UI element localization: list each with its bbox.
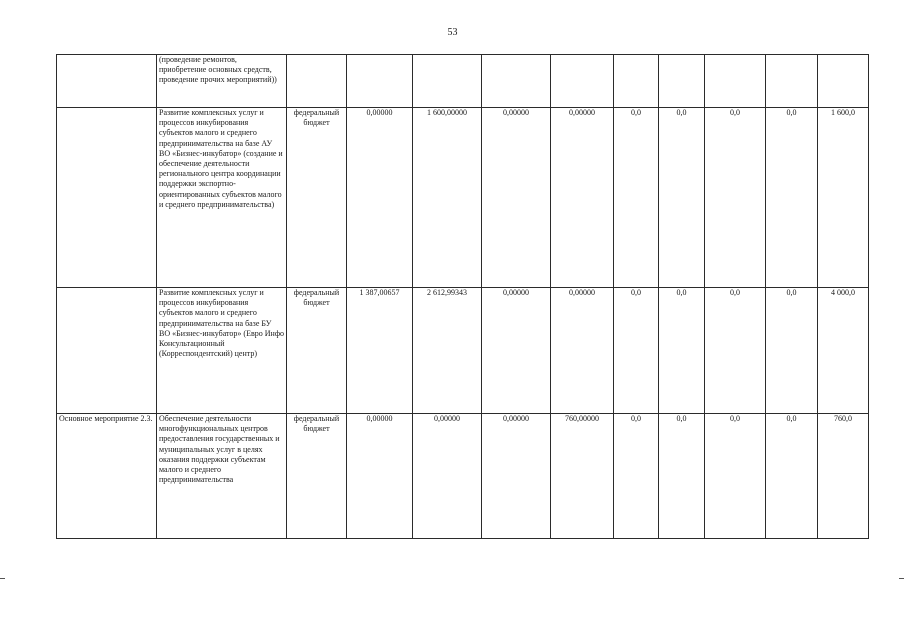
value-cell: 1 600,00000 bbox=[413, 108, 482, 288]
value-cell: 0,00000 bbox=[413, 414, 482, 539]
value-cell: 1 387,00657 bbox=[347, 288, 413, 414]
event-name-cell: Развитие комплексных услуг и процессов инкубирования субъектов малого и среднего предпринимательства на базе АУ ВО «Бизнес-инкубатор» (создание и обеспечение деятельности регионального центра координации поддержки экспортно-ориентированных субъектов малого и среднего предпринимательства) bbox=[157, 108, 287, 288]
value-cell: 0,0 bbox=[659, 108, 705, 288]
total-cell bbox=[818, 55, 869, 108]
value-cell: 0,0 bbox=[614, 288, 659, 414]
value-cell: 2 612,99343 bbox=[413, 288, 482, 414]
value-cell bbox=[413, 55, 482, 108]
funding-source-cell: федеральный бюджет bbox=[287, 108, 347, 288]
event-name-cell: Обеспечение деятельности многофункциональных центров предоставления государственных и муниципальных услуг в целях оказания поддержки субъектам малого и среднего предпринимательства bbox=[157, 414, 287, 539]
value-cell: 0,0 bbox=[614, 414, 659, 539]
value-cell: 0,0 bbox=[766, 288, 818, 414]
event-name-cell: Развитие комплексных услуг и процессов инкубирования субъектов малого и среднего предпринимательства на базе БУ ВО «Бизнес-инкубатор» (Евро Инфо Консультационный (Корреспондентский) центр) bbox=[157, 288, 287, 414]
event-label-cell bbox=[57, 288, 157, 414]
value-cell: 0,00000 bbox=[482, 108, 551, 288]
total-cell: 4 000,0 bbox=[818, 288, 869, 414]
value-cell: 0,00000 bbox=[482, 414, 551, 539]
table-row bbox=[57, 414, 869, 539]
funding-source-cell: федеральный бюджет bbox=[287, 288, 347, 414]
value-cell bbox=[705, 55, 766, 108]
total-cell: 1 600,0 bbox=[818, 108, 869, 288]
value-cell: 0,0 bbox=[614, 108, 659, 288]
total-cell: 760,0 bbox=[818, 414, 869, 539]
value-cell: 0,00000 bbox=[482, 288, 551, 414]
table-row bbox=[57, 55, 869, 108]
value-cell: 0,0 bbox=[766, 414, 818, 539]
scan-edge-mark bbox=[0, 578, 5, 579]
value-cell: 0,0 bbox=[659, 288, 705, 414]
value-cell: 0,0 bbox=[705, 288, 766, 414]
value-cell: 0,00000 bbox=[551, 288, 614, 414]
event-label-cell: Основное мероприятие 2.3. bbox=[57, 414, 157, 539]
value-cell: 0,0 bbox=[705, 108, 766, 288]
page-number: 53 bbox=[447, 27, 458, 38]
value-cell: 0,00000 bbox=[347, 414, 413, 539]
table-row bbox=[57, 108, 869, 288]
value-cell bbox=[614, 55, 659, 108]
funding-source-cell bbox=[287, 55, 347, 108]
value-cell: 760,00000 bbox=[551, 414, 614, 539]
value-cell: 0,0 bbox=[659, 414, 705, 539]
value-cell: 0,00000 bbox=[347, 108, 413, 288]
event-label-cell bbox=[57, 55, 157, 108]
value-cell bbox=[347, 55, 413, 108]
funding-source-cell: федеральный бюджет bbox=[287, 414, 347, 539]
scan-edge-mark bbox=[899, 578, 904, 579]
value-cell bbox=[551, 55, 614, 108]
budget-table bbox=[56, 54, 869, 539]
table-row bbox=[57, 288, 869, 414]
value-cell bbox=[659, 55, 705, 108]
value-cell: 0,00000 bbox=[551, 108, 614, 288]
event-label-cell bbox=[57, 108, 157, 288]
value-cell: 0,0 bbox=[766, 108, 818, 288]
value-cell bbox=[482, 55, 551, 108]
value-cell bbox=[766, 55, 818, 108]
event-name-cell: (проведение ремонтов, приобретение основных средств, проведение прочих мероприятий)) bbox=[157, 55, 287, 108]
value-cell: 0,0 bbox=[705, 414, 766, 539]
